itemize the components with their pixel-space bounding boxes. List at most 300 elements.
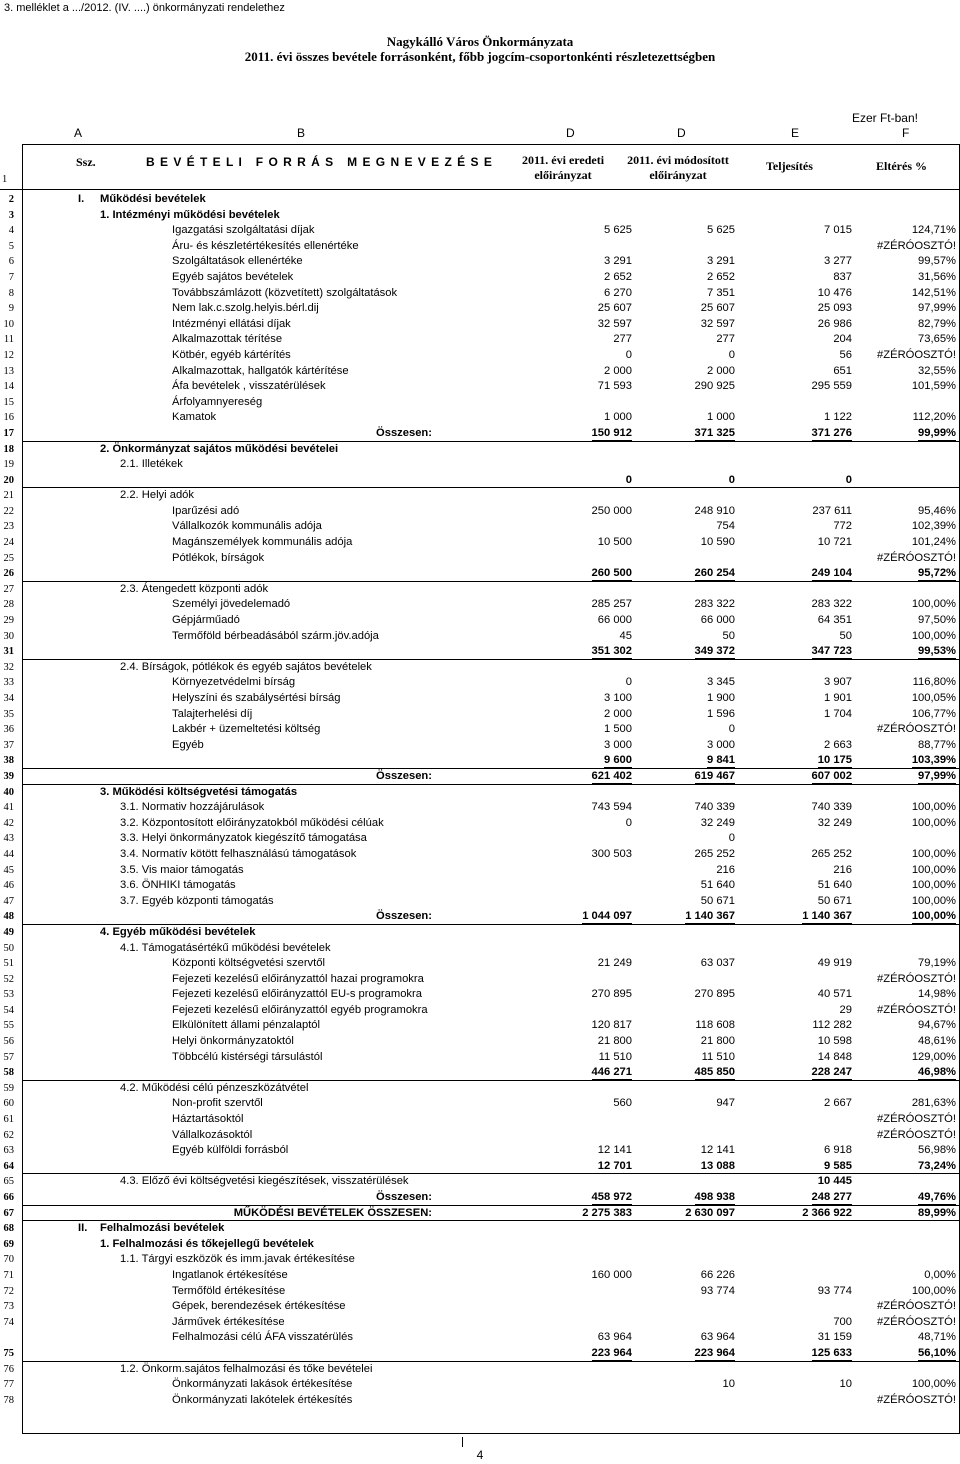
row-number: 62 xyxy=(3,1129,14,1141)
modified-value: 50 671 xyxy=(700,894,735,907)
group-label: 1. Intézményi működési bevételek xyxy=(100,208,280,221)
row-number: 44 xyxy=(3,848,14,860)
modified-value: 2 652 xyxy=(707,270,735,283)
deviation-value: 97,50% xyxy=(918,614,956,627)
page-divider xyxy=(462,1437,463,1447)
performance-value: 10 445 xyxy=(817,1175,852,1188)
modified-value: 277 xyxy=(716,333,735,346)
performance-value: 1 901 xyxy=(824,692,852,704)
table-row xyxy=(0,1393,960,1409)
original-value: 2 000 xyxy=(604,707,632,720)
table-row xyxy=(0,753,960,769)
performance-value: 607 002 xyxy=(811,769,852,782)
original-value: 9 600 xyxy=(604,754,632,767)
modified-value: 3 345 xyxy=(707,676,735,689)
modified-value: 11 510 xyxy=(701,1050,735,1063)
row-number: 31 xyxy=(3,646,14,658)
deviation-value: 32,55% xyxy=(918,364,956,377)
table-row xyxy=(0,1190,960,1206)
original-value: 285 257 xyxy=(591,598,632,611)
header-modified: 2011. évi módosított előirányzat xyxy=(627,153,729,182)
modified-value: 265 252 xyxy=(694,847,735,860)
performance-value: 93 774 xyxy=(817,1284,852,1297)
deviation-value: #ZÉRÓOSZTÓ! xyxy=(877,239,956,252)
performance-value: 237 611 xyxy=(812,504,852,517)
col-letter-d1: D xyxy=(566,126,575,140)
item-label: Egyéb sajátos bevételek xyxy=(172,270,294,283)
table-row xyxy=(0,675,960,691)
original-value: 0 xyxy=(625,676,632,689)
deviation-value: 101,24% xyxy=(911,536,956,549)
original-value: 2 000 xyxy=(604,364,632,377)
modified-value: 12 141 xyxy=(700,1144,735,1157)
modified-value: 10 590 xyxy=(700,536,735,549)
deviation-value: #ZÉRÓOSZTÓ! xyxy=(877,1003,956,1016)
original-value: 0 xyxy=(625,348,632,361)
modified-value: 5 625 xyxy=(707,224,735,237)
original-value: 2 275 383 xyxy=(582,1206,632,1219)
modified-value: 223 964 xyxy=(694,1346,735,1359)
col-letter-e: E xyxy=(791,126,800,140)
deviation-value: 56,98% xyxy=(918,1144,956,1157)
performance-value: 265 252 xyxy=(811,847,852,860)
row-number: 23 xyxy=(3,521,14,533)
item-label: Szolgáltatások ellenértéke xyxy=(172,255,303,268)
table-row xyxy=(0,582,960,598)
row-number: 17 xyxy=(3,427,14,439)
performance-value: 283 322 xyxy=(811,598,852,611)
performance-value: 249 104 xyxy=(811,567,852,580)
table-row xyxy=(0,1096,960,1112)
row-number: 78 xyxy=(3,1394,14,1406)
row-number: 32 xyxy=(3,661,14,673)
subgroup-label: 2.1. Illetékek xyxy=(120,458,183,471)
deviation-value: 94,67% xyxy=(918,1019,956,1032)
item-label: Kötbér, egyéb kártérítés xyxy=(172,348,291,361)
deviation-value: 99,53% xyxy=(918,645,956,658)
item-label: Igazgatási szolgáltatási díjak xyxy=(172,224,315,237)
deviation-value: #ZÉRÓOSZTÓ! xyxy=(877,723,956,736)
deviation-value: 97,99% xyxy=(918,302,956,315)
modified-value: 0 xyxy=(728,473,735,486)
original-value: 621 402 xyxy=(591,769,632,782)
header-bottom-border xyxy=(0,189,960,190)
item-label: Helyi önkormányzatoktól xyxy=(172,1035,294,1048)
row-number: 67 xyxy=(3,1207,14,1219)
modified-value: 32 597 xyxy=(700,317,735,330)
original-value: 45 xyxy=(619,629,632,642)
section-label: I. xyxy=(78,193,85,205)
row-number: 60 xyxy=(3,1098,14,1110)
deviation-value: 31,56% xyxy=(918,270,956,283)
col-letter-d2: D xyxy=(677,126,686,140)
table-row xyxy=(0,504,960,520)
original-value: 743 594 xyxy=(591,801,632,814)
performance-value: 6 918 xyxy=(824,1144,852,1157)
row-number: 16 xyxy=(3,412,14,424)
row-number: 6 xyxy=(8,256,14,268)
original-value: 250 000 xyxy=(591,504,632,517)
performance-value: 371 276 xyxy=(811,426,852,439)
original-value: 63 964 xyxy=(597,1331,632,1344)
row-number: 72 xyxy=(3,1285,14,1297)
table-row xyxy=(0,301,960,317)
deviation-value: #ZÉRÓOSZTÓ! xyxy=(877,551,956,564)
original-value: 32 597 xyxy=(597,317,632,330)
row-number: 68 xyxy=(3,1223,14,1235)
deviation-value: 46,98% xyxy=(918,1066,956,1079)
table-row xyxy=(0,1018,960,1034)
table-row xyxy=(0,1299,960,1315)
header-original: 2011. évi eredeti előirányzat xyxy=(521,153,605,182)
table-row xyxy=(0,332,960,348)
item-label: Magánszemélyek kommunális adója xyxy=(172,536,353,549)
item-label: Gépjárműadó xyxy=(172,614,240,627)
performance-value: 125 633 xyxy=(811,1346,852,1359)
item-label: Nem lak.c.szolg.helyis.bérl.dij xyxy=(172,302,319,315)
performance-value: 347 723 xyxy=(811,645,852,658)
original-value: 458 972 xyxy=(591,1191,632,1203)
row-number: 75 xyxy=(3,1347,14,1359)
table-row xyxy=(0,660,960,676)
table-row xyxy=(0,239,960,255)
table-row xyxy=(0,1034,960,1050)
deviation-value: 101,59% xyxy=(911,380,956,393)
modified-value: 63 964 xyxy=(700,1331,735,1344)
original-value: 260 500 xyxy=(591,567,632,580)
row-number: 18 xyxy=(3,443,14,455)
performance-value: 2 366 922 xyxy=(802,1206,852,1219)
original-value: 66 000 xyxy=(597,614,632,627)
table-row xyxy=(0,270,960,286)
modified-value: 270 895 xyxy=(694,988,735,1001)
deviation-value: 106,77% xyxy=(911,707,956,720)
deviation-value: 79,19% xyxy=(918,957,956,970)
modified-value: 216 xyxy=(716,863,735,876)
performance-value: 772 xyxy=(833,520,852,533)
performance-value: 0 xyxy=(845,473,852,486)
deviation-value: 100,00% xyxy=(911,1284,956,1297)
table-row xyxy=(0,831,960,847)
modified-value: 9 841 xyxy=(707,754,735,767)
row-number: 14 xyxy=(3,381,14,393)
group-label: 3. Működési költségvetési támogatás xyxy=(100,785,298,798)
table-row xyxy=(0,1237,960,1253)
row-number: 4 xyxy=(8,225,14,237)
table-row xyxy=(0,426,960,442)
deviation-value: 73,65% xyxy=(918,333,956,346)
original-value: 6 270 xyxy=(604,286,632,299)
item-label: Ingatlanok értékesítése xyxy=(172,1268,288,1281)
performance-value: 3 277 xyxy=(824,255,852,268)
header-rownum: 1 xyxy=(2,174,8,185)
subgroup-label: 3.3. Helyi önkormányzatok kiegészítő támogatása xyxy=(120,832,367,845)
performance-value: 9 585 xyxy=(824,1159,852,1172)
item-label: Központi költségvetési szervtől xyxy=(172,957,325,970)
table-row xyxy=(0,1362,960,1378)
table-row xyxy=(0,410,960,426)
table-row xyxy=(0,317,960,333)
table-row xyxy=(0,457,960,473)
original-value: 1 044 097 xyxy=(582,910,632,923)
col-letter-a: A xyxy=(74,126,83,140)
subgroup-label: 3.5. Vis maior támogatás xyxy=(120,863,244,876)
table-row xyxy=(0,909,960,925)
modified-value: 1 900 xyxy=(707,692,735,704)
original-value: 300 503 xyxy=(591,847,632,860)
deviation-value: 97,99% xyxy=(918,769,956,782)
header-deviation: Eltérés % xyxy=(876,159,927,173)
deviation-value: #ZÉRÓOSZTÓ! xyxy=(877,1113,956,1126)
table-row xyxy=(0,707,960,723)
performance-value: 32 249 xyxy=(817,816,852,829)
modified-value: 51 640 xyxy=(700,879,735,892)
table-row xyxy=(0,894,960,910)
table-row xyxy=(0,208,960,224)
deviation-value: 100,00% xyxy=(911,847,956,860)
item-label: Önkormányzati lakótelek értékesítés xyxy=(172,1393,353,1406)
original-value: 1 000 xyxy=(604,411,632,424)
original-value: 351 302 xyxy=(591,645,632,658)
row-number: 65 xyxy=(3,1176,14,1188)
table-row xyxy=(0,1050,960,1066)
item-label: Egyéb xyxy=(172,738,204,751)
deviation-value: 100,00% xyxy=(911,863,956,876)
modified-value: 32 249 xyxy=(700,816,735,829)
table-row xyxy=(0,1377,960,1393)
row-number: 73 xyxy=(3,1301,14,1313)
table-row xyxy=(0,192,960,208)
modified-value: 0 xyxy=(728,832,735,845)
modified-value: 3 000 xyxy=(707,738,735,751)
header-ssz: Ssz. xyxy=(76,155,96,169)
deviation-value: 49,76% xyxy=(918,1191,956,1203)
modified-value: 371 325 xyxy=(694,426,735,439)
item-label: Gépek, berendezések értékesítése xyxy=(172,1300,346,1313)
table-row xyxy=(0,442,960,458)
original-value: 1 500 xyxy=(604,723,632,736)
original-value: 12 141 xyxy=(597,1144,632,1157)
row-number: 36 xyxy=(3,724,14,736)
row-number: 76 xyxy=(3,1363,14,1375)
row-number: 40 xyxy=(3,786,14,798)
subgroup-label: 3.7. Egyéb központi támogatás xyxy=(120,894,274,907)
performance-value: 2 663 xyxy=(824,738,852,751)
deviation-value: 100,05% xyxy=(911,692,956,704)
row-number: 48 xyxy=(3,911,14,923)
item-label: Fejezeti kezelésű előirányzattól EU-s programokra xyxy=(172,988,422,1001)
table-row xyxy=(0,972,960,988)
item-label: Fejezeti kezelésű előirányzattól egyéb programokra xyxy=(172,1003,428,1016)
table-row xyxy=(0,473,960,489)
performance-value: 31 159 xyxy=(817,1331,852,1344)
subgroup-label: 4.3. Előző évi költségvetési kiegészítések, visszatérülések xyxy=(120,1175,409,1188)
performance-value: 26 986 xyxy=(817,317,852,330)
table-row xyxy=(0,816,960,832)
item-label: Felhalmozási célú ÁFA visszatérülés xyxy=(172,1331,353,1344)
original-value: 0 xyxy=(625,816,632,829)
modified-value: 0 xyxy=(728,723,735,736)
table-row xyxy=(0,286,960,302)
modified-value: 1 140 367 xyxy=(685,910,735,923)
modified-value: 21 800 xyxy=(700,1035,735,1048)
subgroup-label: 1.2. Önkorm.sajátos felhalmozási és tőke bevételei xyxy=(120,1362,373,1375)
modified-value: 1 000 xyxy=(707,411,735,424)
row-number: 54 xyxy=(3,1004,14,1016)
deviation-value: 99,57% xyxy=(918,255,956,268)
original-value: 5 625 xyxy=(604,224,632,237)
row-number: 30 xyxy=(3,630,14,642)
deviation-value: #ZÉRÓOSZTÓ! xyxy=(877,1128,956,1141)
table-bottom-border xyxy=(22,1433,960,1434)
row-number: 43 xyxy=(3,833,14,845)
col-letter-b: B xyxy=(297,126,306,140)
subgroup-label: 3.2. Központosított előirányzatokból működési célúak xyxy=(120,816,384,829)
item-label: Intézményi ellátási díjak xyxy=(172,317,291,330)
item-label: Egyéb külföldi forrásból xyxy=(172,1144,289,1157)
deviation-value: #ZÉRÓOSZTÓ! xyxy=(877,1300,956,1313)
row-number: 10 xyxy=(3,318,14,330)
performance-value: 64 351 xyxy=(817,614,852,627)
row-number: 66 xyxy=(3,1192,14,1203)
item-label: Továbbszámlázott (közvetített) szolgáltatások xyxy=(172,286,398,299)
performance-value: 25 093 xyxy=(817,302,852,315)
performance-value: 700 xyxy=(833,1315,852,1328)
table-row xyxy=(0,535,960,551)
performance-value: 10 476 xyxy=(817,286,852,299)
modified-value: 947 xyxy=(716,1097,735,1110)
performance-value: 56 xyxy=(839,348,852,361)
row-number: 45 xyxy=(3,864,14,876)
table-row xyxy=(0,1221,960,1237)
table-row xyxy=(0,597,960,613)
total-label: Összesen: xyxy=(376,769,432,782)
performance-value: 1 122 xyxy=(824,411,852,424)
performance-value: 1 140 367 xyxy=(802,910,852,923)
table-row xyxy=(0,847,960,863)
table-row xyxy=(0,1174,960,1190)
row-number: 15 xyxy=(3,396,14,408)
row-number: 46 xyxy=(3,880,14,892)
row-number: 58 xyxy=(3,1067,14,1079)
table-row xyxy=(0,1315,960,1331)
table-row xyxy=(0,348,960,364)
row-number: 34 xyxy=(3,693,14,704)
row-number: 77 xyxy=(3,1379,14,1391)
total-label: Összesen: xyxy=(376,1191,432,1203)
modified-value: 7 351 xyxy=(707,286,735,299)
subgroup-label: 3.1. Normativ hozzájárulások xyxy=(120,801,265,814)
table-row xyxy=(0,722,960,738)
table-row xyxy=(0,1268,960,1284)
modified-value: 0 xyxy=(728,348,735,361)
table-row xyxy=(0,1128,960,1144)
item-label: Környezetvédelmi bírság xyxy=(172,676,296,689)
item-label: Áfa bevételek , visszatérülések xyxy=(172,380,326,393)
deviation-value: 100,00% xyxy=(911,598,956,611)
item-label: Termőföld bérbeadásából szárm.jöv.adója xyxy=(172,629,379,642)
table-row xyxy=(0,925,960,941)
deviation-value: 129,00% xyxy=(911,1050,956,1063)
table-row xyxy=(0,644,960,660)
item-label: Non-profit szervtől xyxy=(172,1097,263,1110)
modified-value: 25 607 xyxy=(700,302,735,315)
deviation-value: 99,99% xyxy=(918,426,956,439)
subgroup-label: 1.1. Tárgyi eszközök és imm.javak értékesítése xyxy=(120,1253,355,1266)
deviation-value: 73,24% xyxy=(918,1159,956,1172)
deviation-value: 100,00% xyxy=(911,629,956,642)
performance-value: 3 907 xyxy=(824,676,852,689)
row-number: 25 xyxy=(3,552,14,564)
performance-value: 10 721 xyxy=(817,536,852,549)
deviation-value: 56,10% xyxy=(918,1346,956,1359)
item-label: Termőföld értékesítése xyxy=(172,1284,286,1297)
row-number: 63 xyxy=(3,1145,14,1157)
deviation-value: 102,39% xyxy=(911,520,956,533)
row-number: 27 xyxy=(3,583,14,595)
row-number: 51 xyxy=(3,958,14,970)
performance-value: 651 xyxy=(833,364,852,377)
performance-value: 10 175 xyxy=(817,754,852,767)
table-row xyxy=(0,519,960,535)
item-label: Többcélú kistérségi társulástól xyxy=(172,1050,323,1063)
table-row xyxy=(0,629,960,645)
table-row xyxy=(0,551,960,567)
deviation-value: #ZÉRÓOSZTÓ! xyxy=(877,1393,956,1406)
item-label: Iparűzési adó xyxy=(172,504,240,517)
table-row xyxy=(0,1330,960,1346)
item-label: Árfolyamnyereség xyxy=(172,395,263,408)
performance-value: 49 919 xyxy=(817,957,852,970)
performance-value: 228 247 xyxy=(811,1066,852,1079)
original-value: 560 xyxy=(613,1097,632,1110)
original-value: 160 000 xyxy=(591,1268,632,1281)
item-label: Vállalkozásoktól xyxy=(172,1128,253,1141)
subgroup-label: 4.1. Támogatásértékű működési bevételek xyxy=(120,941,331,954)
row-number: 11 xyxy=(3,334,14,346)
performance-value: 40 571 xyxy=(817,988,852,1001)
item-label: Alkalmazottak térítése xyxy=(172,333,283,346)
table-header xyxy=(0,145,960,189)
item-label: Elkülönített állami pénzalaptól xyxy=(172,1019,321,1032)
deviation-value: #ZÉRÓOSZTÓ! xyxy=(877,1315,956,1328)
original-value: 0 xyxy=(625,473,632,486)
deviation-value: 100,00% xyxy=(911,801,956,814)
table-row xyxy=(0,1159,960,1175)
original-value: 11 510 xyxy=(598,1050,632,1063)
item-label: Pótlékok, bírságok xyxy=(172,551,265,564)
performance-value: 204 xyxy=(833,333,852,346)
row-number: 47 xyxy=(3,895,14,907)
row-number: 56 xyxy=(3,1036,14,1048)
deviation-value: 100,00% xyxy=(911,894,956,907)
row-number: 33 xyxy=(3,677,14,689)
deviation-value: #ZÉRÓOSZTÓ! xyxy=(877,972,956,985)
row-number: 42 xyxy=(3,817,14,829)
performance-value: 295 559 xyxy=(811,380,852,393)
modified-value: 290 925 xyxy=(694,380,735,393)
table-row xyxy=(0,1081,960,1097)
table-row xyxy=(0,769,960,785)
deviation-value: 82,79% xyxy=(918,317,956,330)
page-subtitle: 2011. évi összes bevétele forrásonként, főbb jogcím-csoportonkénti részletezettségben xyxy=(244,49,716,64)
deviation-value: 100,00% xyxy=(911,910,956,923)
modified-value: 2 000 xyxy=(707,364,735,377)
performance-value: 10 xyxy=(839,1378,852,1391)
row-number: 64 xyxy=(3,1160,14,1172)
deviation-value: 48,61% xyxy=(918,1035,956,1048)
row-number: 5 xyxy=(8,240,14,252)
